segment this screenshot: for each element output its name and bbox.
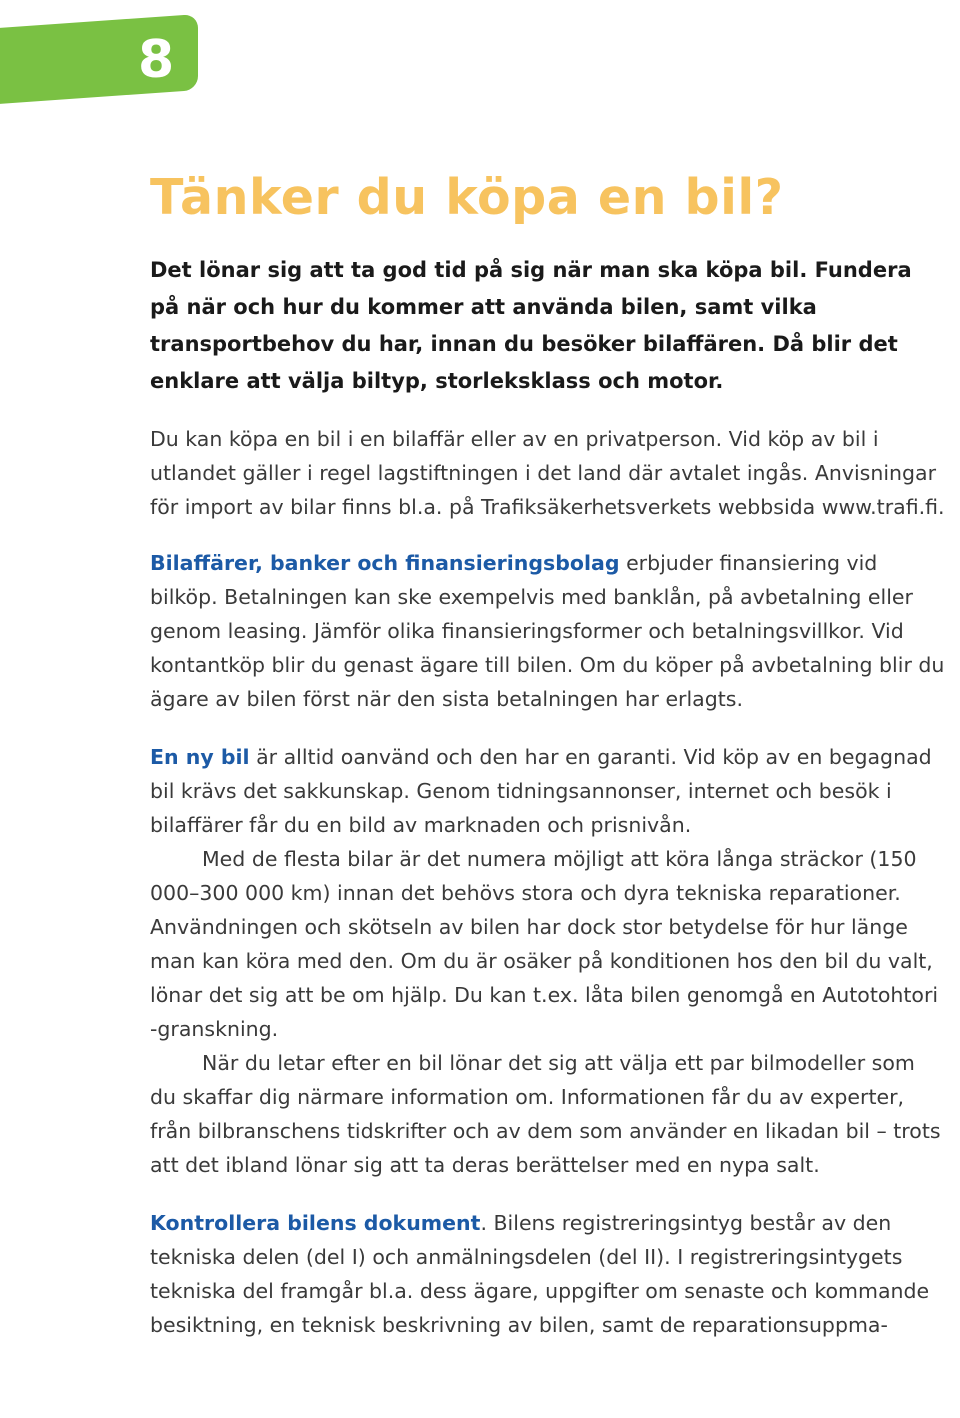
new-car-text: är alltid oanvänd och den har en garanti. Vid köp av en begagnad bil krävs det sakkunskap. Genom tidningsannonser, internet och besök i bilaffärer får du en bild av marknaden och prisnivån. (150, 745, 932, 837)
financing-text: erbjuder finansiering vid bilköp. Betalningen kan ske exempelvis med banklån, på avbetalning eller genom leasing. Jämför olika finansieringsformer och betalningsvillkor. Vid kontantköp blir du genast ägare till bilen. Om du köper på avbetalning blir du ägare av bilen först när den sista betalningen har erlagts. (150, 551, 945, 711)
paragraph-purchase-options: Du kan köpa en bil i en bilaffär eller av en privatperson. Vid köp av bil i utlandet gäller i regel lagstiftningen i det land där avtalet ingås. Anvisningar för import av bilar finns bl.a. på Trafiksäkerhetsverkets webbsida www.trafi.fi. (150, 427, 945, 519)
paragraph-durability: Med de flesta bilar är det numera möjligt att köra långa sträckor (150 000–300 000 km) innan det behövs stora och dyra tekniska reparationer. Användningen och skötseln av bilen har dock stor betydelse för hur länge man kan köra med den. Om du är osäker på konditionen hos den bil du valt, lönar det sig att be om hjälp. Du kan t.ex. låta bilen genomgå en Autotohtori -granskning. (150, 847, 939, 1041)
page-number: 8 (138, 30, 175, 90)
paragraph-documents (150, 1206, 946, 1342)
documents-text: . Bilens registreringsintyg består av den tekniska delen (del I) och anmälningsdelen (del II). I registreringsintygets tekniska del framgår bl.a. dess ägare, uppgifter om senaste och kommande besiktning, en teknisk beskrivning av bilen, samt de reparationsuppma- (150, 1211, 930, 1337)
paragraph-new-car (150, 740, 946, 842)
paragraph-research: När du letar efter en bil lönar det sig att välja ett par bilmodeller som du skaffar dig närmare information om. Informationen får du av experter, från bilbranschens tidskrifter och av dem som använder en likadan bil – trots att det ibland lönar sig att ta deras berättelser med en nypa salt. (150, 1051, 941, 1177)
documents-heading: Kontrollera bilens dokument (150, 1211, 481, 1235)
new-car-heading: En ny bil (150, 745, 250, 769)
paragraph-financing (150, 546, 946, 716)
financing-heading: Bilaffärer, banker och finansieringsbolag (150, 551, 620, 575)
page-title: Tänker du köpa en bil? (150, 169, 784, 226)
article-body (150, 252, 946, 1342)
intro-paragraph: Det lönar sig att ta god tid på sig när man ska köpa bil. Fundera på när och hur du kommer att använda bilen, samt vilka transportbehov du har, innan du besöker bilaffären. Då blir det enklare att välja biltyp, storleksklass och motor. (150, 258, 912, 393)
